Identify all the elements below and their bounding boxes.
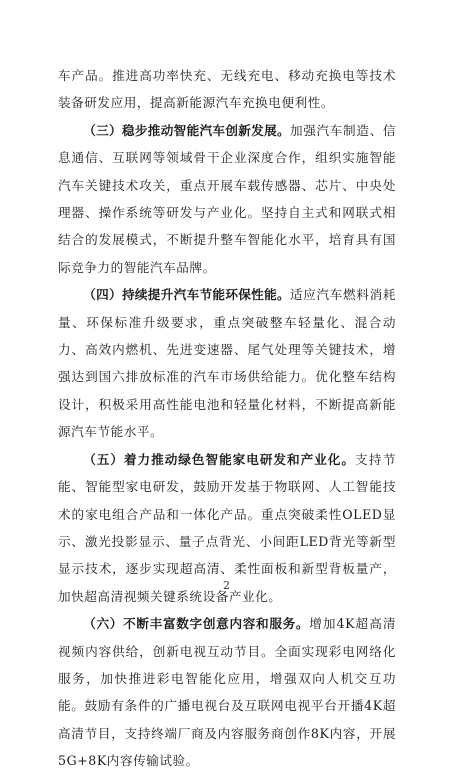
section-heading-3: （三）稳步推动智能汽车创新发展。 — [83, 122, 290, 138]
paragraph-text: 支持节能、智能型家电研发，鼓励开发基于物联网、人工智能技术的家电组合产品和一体化产品。重点突破柔性OLED显示、激光投影显示、量子点背光、小间距LED背光等新型显示技术，逐步实现超高清、柔性面板和新型背板量产，加快超高清视频关键系统设备产业化。 — [58, 451, 397, 604]
paragraph-energy-saving — [58, 281, 396, 445]
paragraph-text: 适应汽车燃料消耗量、环保标准升级要求，重点突破整车轻量化、混合动力、高效内燃机、先进变速器、尾气处理等关键技术，增强达到国六排放标准的汽车市场供给能力。优化整车结构设计，积极采用高性能电池和轻量化材料，不断提高新能源汽车节能水平。 — [58, 287, 397, 440]
page-number: 2 — [223, 579, 230, 592]
section-heading-6: （六）不断丰富数字创意内容和服务。 — [83, 616, 310, 632]
section-heading-4: （四）持续提升汽车节能环保性能。 — [83, 287, 290, 303]
paragraph-smart-vehicles — [58, 117, 396, 281]
paragraph-intro-continuation — [58, 62, 396, 117]
document-body — [58, 62, 396, 775]
paragraph-text: 增加4K超高清视频内容供给，创新电视互动节目。全面实现彩电网络化服务，加快推进彩电智能化应用，增强双向人机交互功能。鼓励有条件的广播电视台及互联网电视平台开播4K超高清节目，支持终端厂商及内容服务商创作8K内容，开展5G+8K内容传输试验。 — [58, 616, 396, 769]
paragraph-text: 加强汽车制造、信息通信、互联网等领域骨干企业深度合作，组织实施智能汽车关键技术攻关，重点开展车载传感器、芯片、中央处理器、操作系统等研发与产业化。坚持自主式和网联式相结合的发展模式，不断提升整车智能化水平，培育具有国际竞争力的智能汽车品牌。 — [58, 122, 397, 275]
section-heading-5: （五）着力推动绿色智能家电研发和产业化。 — [83, 451, 355, 467]
paragraph-text: 车产品。推进高功率快充、无线充电、移动充换电等技术装备研发应用，提高新能源汽车充换电便利性。 — [58, 68, 396, 111]
paragraph-digital-content — [58, 610, 396, 774]
